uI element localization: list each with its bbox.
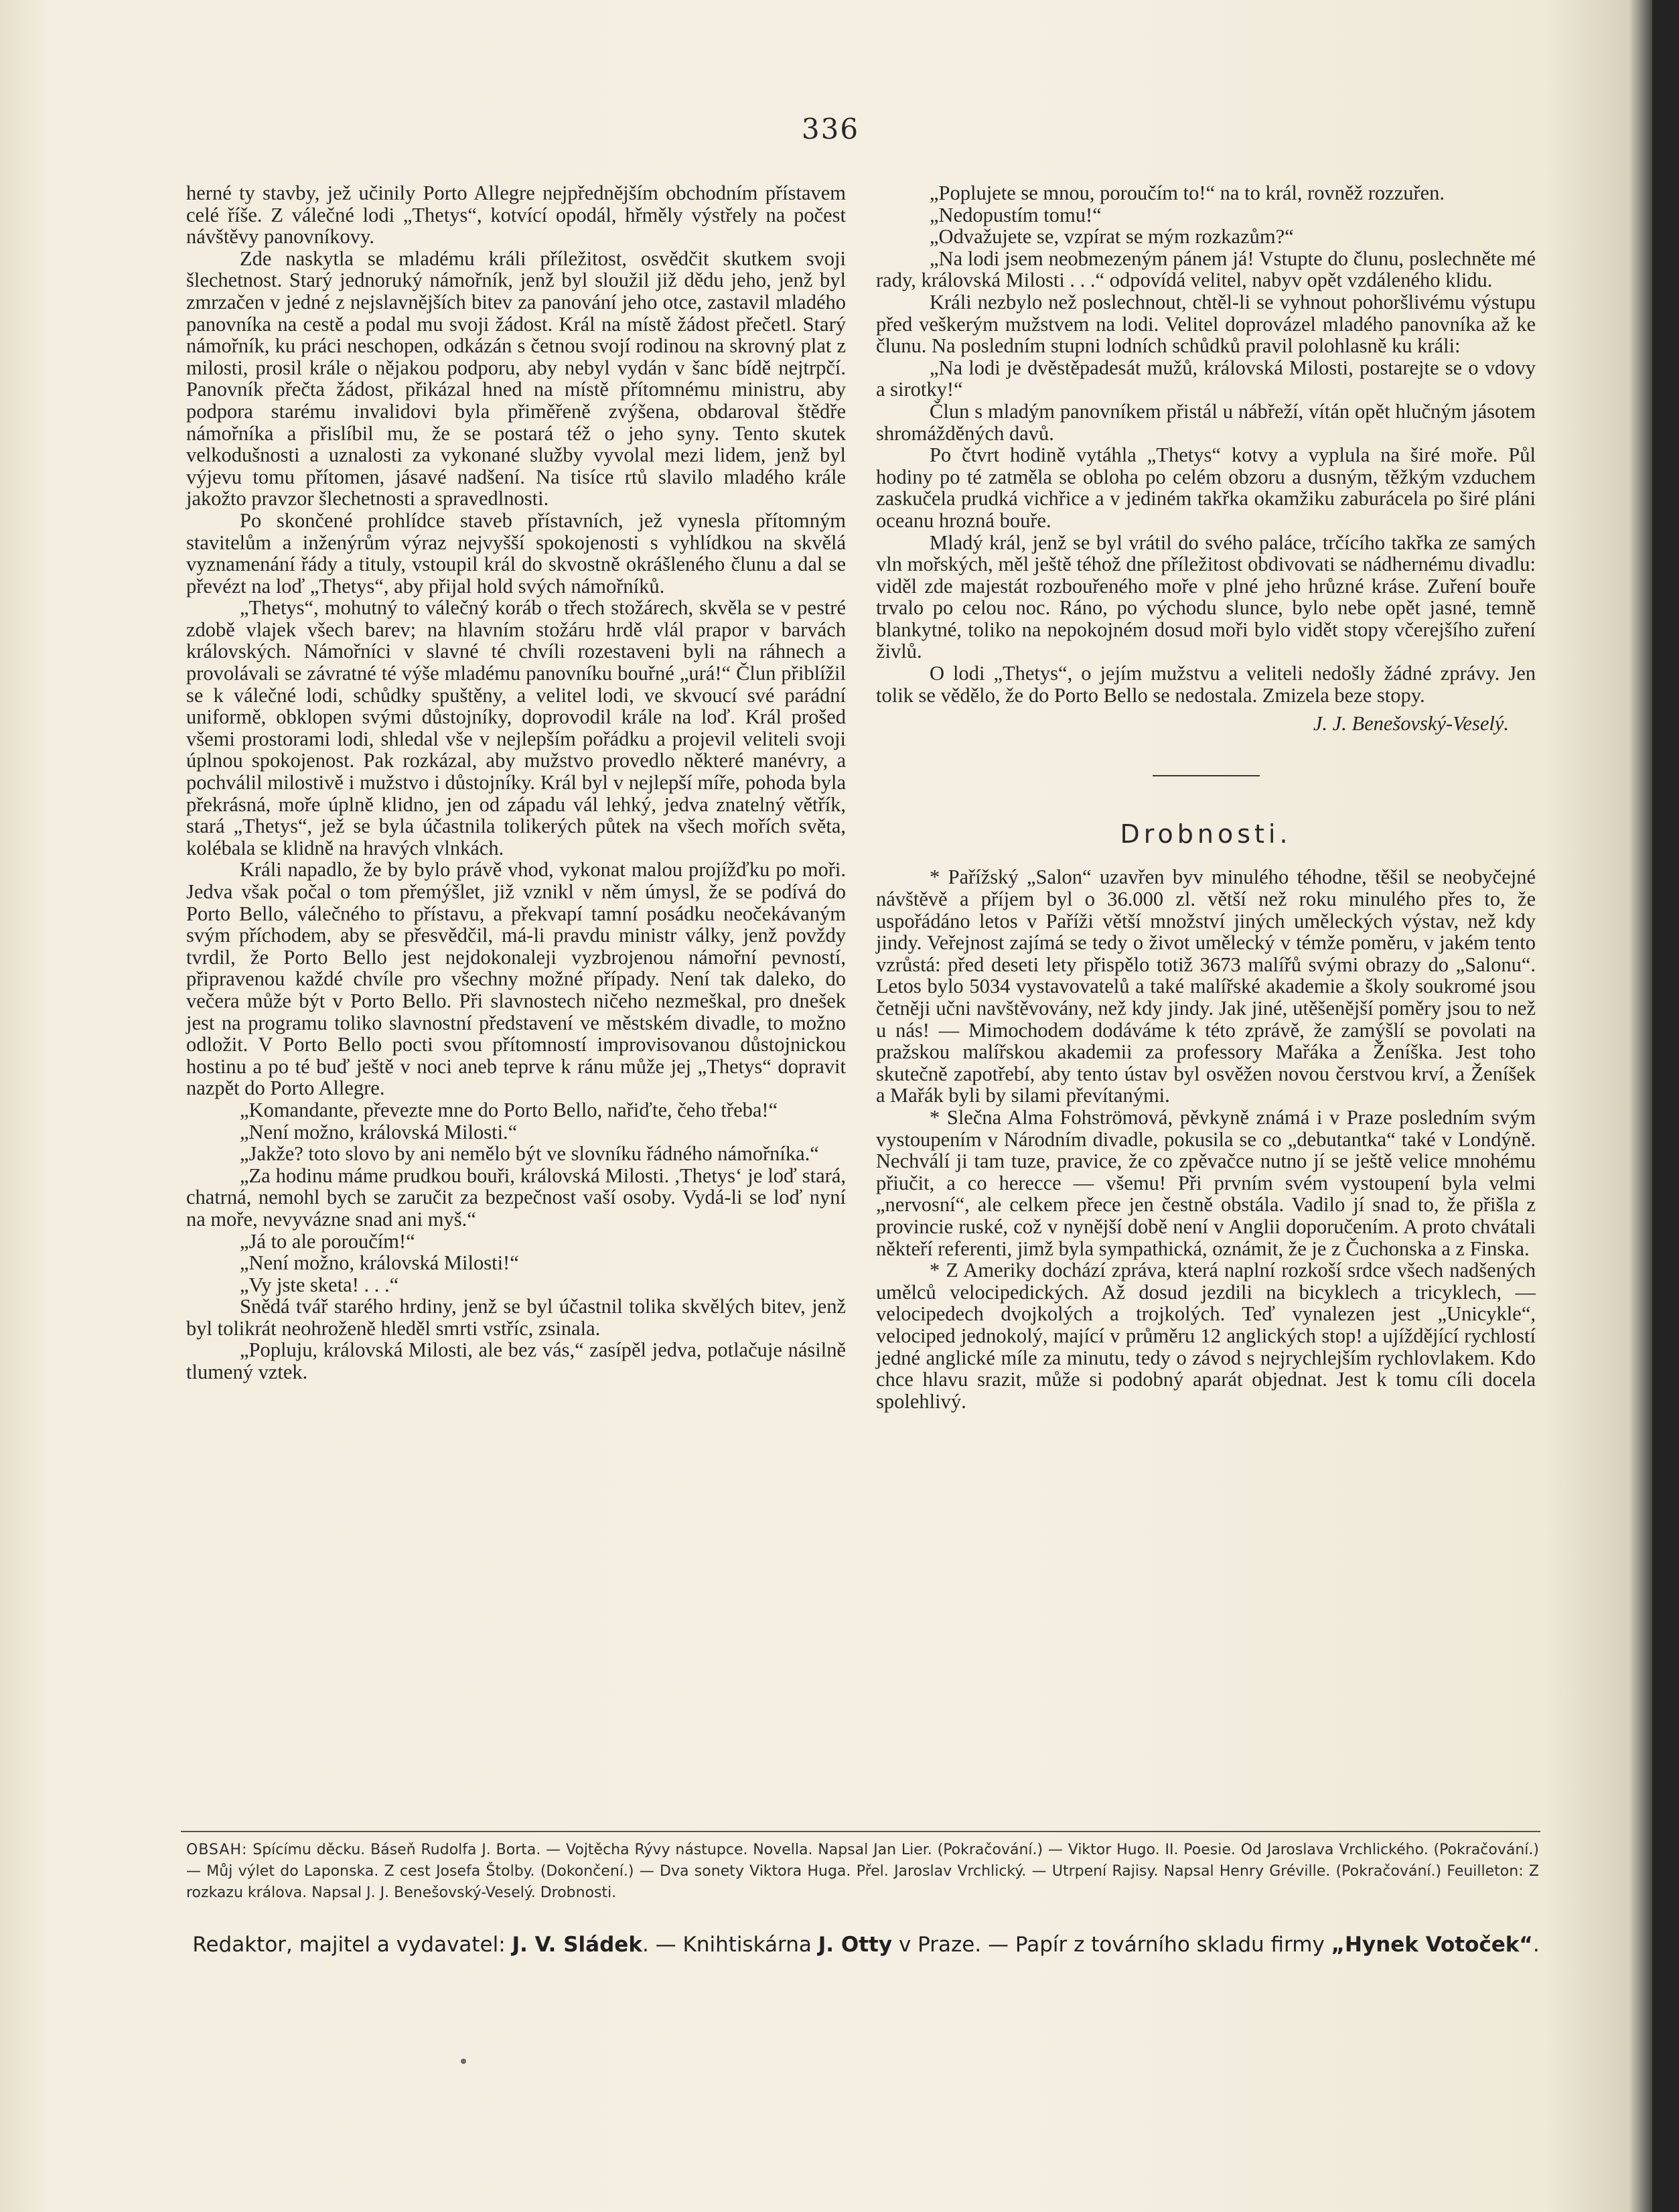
news-item: * Z Ameriky dochází zpráva, která naplní rozkoší srdce všech nadšených umělců velocipedických. Až dosud jezdili na bicyklech a tricyklech, — velocipedech dvojkolých a trojkolých. Teď vynalezen jest „Unicykle“, velociped jednokolý, mající v průměru 12 anglických stop! a ujíždějící rychlostí jedné anglické míle za minutu, tedy o závod s nejrychlejším rychlovlakem. Kdo chce hlavu srazit, může si podobný aparát objednat. Jest k tomu cíli docela spolehlivý.: [876, 1259, 1536, 1413]
dialogue-line: „Nedopustím tomu!“: [930, 203, 1102, 226]
news-item: * Slečna Alma Fohströmová, pěvkyně známá i v Praze posledním svým vystoupením v Národním divadle, pokusila se co „debutantka“ také v Londýně. Nechválí ji tam tuze, pravice, že co zpěvačce nutno jí se ještě velice mnohému přiučit, a co herecce — všemu! Při prvním svém vystoupení byla velmi „nervosní“, ale celkem přece jen čestně obstála. Vadilo jí snad to, že přišla z provincie ruské, což v nynější době není v Anglii doporučením. A proto chvátali někteří referenti, jimž byla sympathická, oznámit, že je z Čuchonska a z Finska.: [876, 1105, 1536, 1260]
dialogue-line: „Popluju, královská Milosti, ale bez vás,“ zasípěl jedva, potlačuje násilně tlumený vztek.: [186, 1338, 846, 1384]
dialogue-line: „Není možno, královská Milosti.“: [240, 1120, 518, 1144]
imprint-printer: J. Otty: [818, 1933, 893, 1957]
imprint-suffix: v Praze. — Papír z továrního skladu firmy: [898, 1933, 1325, 1957]
article-paragraph: „Thetys“, mohutný to válečný koráb o třech stožárech, skvěla se v pestré zdobě vlajek všech barev; na hlavním stožáru hrdě vlál prapor v barvách královských. Námořníci v slavné té chvíli rozestaveni byli na ráhnech a provolávali se závratné té výše mladému panovníku bouřné „urá!“ Člun přiblížil se k válečné lodi, schůdky spuštěny, a velitel lodi, ve skvoucí své parádní uniformě, obklopen svými důstojníky, doprovodil krále na loď. Král prošed všemi prostorami lodi, shledal vše v nejlepším pořádku a projevil veliteli svoji úplnou spokojenost. Pak rozkázal, aby mužstvo provedlo některé manévry, a pochválil milostivě i mužstvo i důstojníky. Král byl v nejlepší míře, pohoda byla překrásná, moře úplně klidno, jen od západu vál lehký, jedva znatelný větřík, stará „Thetys“, jež se byla účastnila tolikerých půtek na všech mořích světa, kolébala se klidně na hravých vlnkách.: [186, 596, 846, 859]
dialogue-line: „Poplujete se mnou, poroučím to!“ na to král, rovněž rozzuřen.: [930, 182, 1445, 204]
dialogue-line: „Jakže? toto slovo by ani nemělo být ve slovníku řádného námořníka.“: [240, 1142, 819, 1166]
article-paragraph: Králi nezbylo než poslechnout, chtěl-li se vyhnout pohoršlivému výstupu před veškerým mužstvem na lodi. Velitel doprovázel mladého panovníka až ke člunu. Na posledním stupni lodních schůdků pravil polohlasně ku králi:: [876, 290, 1536, 358]
contents-label: OBSAH:: [186, 1842, 248, 1858]
dialogue-line: „Vy jste sketa! . . .“: [240, 1273, 399, 1296]
imprint-editor: J. V. Sládek: [512, 1933, 642, 1957]
author-signature: J. J. Benešovský-Veselý.: [1313, 712, 1509, 736]
article-paragraph: Zde naskytla se mladému králi příležitost, osvědčit skutkem svoji šlechetnost. Starý jednoruký námořník, jenž byl sloužil již dědu jeho, jenž byl zmrzačen v jedné z nejslavnějších bitev za panování jeho otce, zastavil mladého panovníka na cestě a podal mu svoji žádost. Král na místě žádost přečetl. Starý námořník, ku práci neschopen, odkázán s četnou svojí rodinou na skrovný plat z milosti, prosil krále o nějakou podporu, aby nebyl vydán v šanc bídě nejtrpčí. Panovník přečta žádost, přikázal hned na místě přítomnému ministru, aby podpora starému invalidovi byla přiměřeně zvýšena, obdaroval štědře námořníka a přislíbil mu, že se postará též o jeho syny. Tento skutek velkodušnosti a uznalosti za vykonané služby vyvolal mezi lidem, jenž byl výjevu tomu přítomen, jásavé nadšení. Na tisíce rtů slavilo mladého krále jakožto pravzor šlechetnosti a spravedlnosti.: [186, 247, 846, 510]
scan-edge-shadow: [1652, 0, 1679, 2212]
dialogue-line: „Na lodi jsem neobmezeným pánem já! Vstupte do člunu, poslechněte mé rady, královská Milosti . . .“ odpovídá velitel, nabyv opět vzdáleného klidu.: [876, 247, 1536, 292]
dialogue-line: „Odvažujete se, vzpírat se mým rozkazům?“: [930, 225, 1294, 249]
article-paragraph: Po skončené prohlídce staveb přístavních, jež vynesla přítomným stavitelům a inženýrům výraz nejvyšší spokojenosti s vyhlídkou na skvělá vyznamenání řády a tituly, vstoupil král do skvostně okrášleného člunu a dal se převézt na loď „Thetys“, aby přijal hold svých námořníků.: [186, 508, 846, 598]
ink-speck: [461, 2059, 466, 2064]
contents-text: Spícímu děcku. Báseň Rudolfa J. Borta. — Vojtěcha Rývy nástupce. Novella. Napsal Jan Lier. (Pokračování.) — Viktor Hugo. II. Poesie. Od Jaroslava Vrchlického. (Pokračování.) — Můj výlet do Laponska. Z cest Josefa Štolby. (Dokončení.) — Dva sonety Viktora Huga. Přel. Jaroslav Vrchlický. — Utrpení Rajisy. Napsal Henry Gréville. (Pokračování.) Feuilleton: Z rozkazu králova. Napsal J. J. Benešovský-Veselý. Drobnosti.: [186, 1842, 1539, 1901]
right-column: [876, 182, 1536, 1412]
dialogue-line: „Za hodinu máme prudkou bouři, královská Milosti. ,Thetys‘ je loď stará, chatrná, nemohl bych se zaručit za bezpečnost vaší osoby. Vydá-li se loď nyní na moře, nevyvázne snad ani myš.“: [186, 1164, 846, 1231]
dialogue-line: „Na lodi je dvěstěpadesát mužů, královská Milosti, postarejte se o vdovy a sirotky!“: [876, 356, 1536, 401]
dialogue-line: „Já to ale poroučím!“: [240, 1229, 415, 1253]
contents-divider: [181, 1831, 1540, 1832]
article-paragraph: herné ty stavby, jež učinily Porto Allegre nejpřednějším obchodním přístavem celé říše. Z válečné lodi „Thetys“, kotvící opodál, hřměly výstřely na počest návštěvy panovníkovy.: [186, 182, 846, 249]
imprint-end: .: [1532, 1933, 1540, 1957]
dialogue-line: „Komandante, převezte mne do Porto Bello, nařiďte, čeho třeba!“: [240, 1098, 778, 1121]
table-of-contents: [186, 1840, 1539, 1904]
article-paragraph: O lodi „Thetys“, o jejím mužstvu a veliteli nedošly žádné zprávy. Jen tolik se vědělo, že do Porto Bello se nedostala. Zmizela beze stopy.: [876, 662, 1536, 707]
section-title-drobnosti: Drobnosti.: [1120, 819, 1292, 849]
article-paragraph: Snědá tvář starého hrdiny, jenž se byl účastnil tolika skvělých bitev, jenž byl tolikrát neohroženě hleděl smrti vstříc, zsinala.: [186, 1295, 846, 1340]
article-paragraph: Člun s mladým panovníkem přistál u nábřeží, vítán opět hlučným jásotem shromážděných davů.: [876, 399, 1536, 445]
page-number: 336: [801, 113, 860, 145]
publisher-imprint: [186, 1933, 1546, 1957]
news-item: * Pařížský „Salon“ uzavřen byv minulého téhodne, těšil se neobyčejné návštěvě a příjem byl o 36.000 zl. větší než roku minulého přes to, že uspořádáno letos v Paříži větší množství jiných uměleckých výstav, než kdy jindy. Veřejnost zajímá se tedy o život umělecký v témže poměru, v jakém tento vzrůstá: před deseti lety přispělo totiž 3673 malířů svými obrazy do „Salonu“. Letos bylo 5034 vystavovatelů a také malířské akademie a školy soukromé jsou četněji učni navštěvovány, než kdy jindy. Jak jiné, utěšenější poměry jsou to než u nás! — Mimochodem dodáváme k této zprávě, že zamýšlí se povolati na pražskou malířskou akademii za professory Mařáka a Ženíška. Jest toho skutečně zapotřebí, aby tento ústav byl osvěžen novou čerstvou krví, a Ženíšek a Mařák byli by silami převítanými.: [876, 866, 1536, 1107]
article-paragraph: Po čtvrt hodině vytáhla „Thetys“ kotvy a vyplula na širé moře. Půl hodiny po té zatměla se obloha po celém obzoru a dusným, těžkým vzduchem zaskučela prudká vichřice a v jediném takřka okamžiku zaburácela po širé pláni oceanu hrozná bouře.: [876, 443, 1536, 532]
article-paragraph: Mladý král, jenž se byl vrátil do svého paláce, trčícího takřka ze samých vln mořských, měl ještě téhož dne příležitost obdivovati se nádhernému divadlu: viděl zde majestát rozbouřeného moře v plné jeho hrůzné kráse. Zuření bouře trvalo po celou noc. Ráno, po východu slunce, bylo nebe opět jasné, temně blankytné, toliko na nepokojném dosud moři bylo vidět stopy včerejšího zuření živlů.: [876, 531, 1536, 663]
imprint-supplier: „Hynek Votoček“: [1331, 1933, 1533, 1957]
left-column: [186, 182, 846, 1383]
section-divider: [1153, 775, 1260, 776]
dialogue-line: „Není možno, královská Milosti!“: [240, 1251, 519, 1275]
imprint-prefix: Redaktor, majitel a vydavatel:: [192, 1933, 506, 1957]
article-paragraph: Králi napadlo, že by bylo právě vhod, vykonat malou projížďku po moři. Jedva však počal o tom přemýšlet, již vznikl v něm úmysl, že se podívá do Porto Bello, válečného to přístavu, a překvapí tamní posádku neočekávaným svým příchodem, aby se přesvědčil, má-li pravdu ministr války, jenž povždy tvrdil, že Porto Bello jest nejdokonaleji vyzbrojenou námořní pevností, připravenou každé chvíle pro všechny možné případy. Není tak daleko, do večera může být v Porto Bello. Při slavnostech ničeho nezmeškal, pro dnešek jest na programu toliko slavnostní představení ve městském divadle, to možno odložit. V Porto Bello pocti svou přítomností improvisovanou důstojnickou hostinu a po té buď ještě v noci aneb teprve k ránu může jej „Thetys“ dopravit nazpět do Porto Allegre.: [186, 858, 846, 1100]
imprint-middle: . — Knihtiskárna: [642, 1933, 812, 1957]
